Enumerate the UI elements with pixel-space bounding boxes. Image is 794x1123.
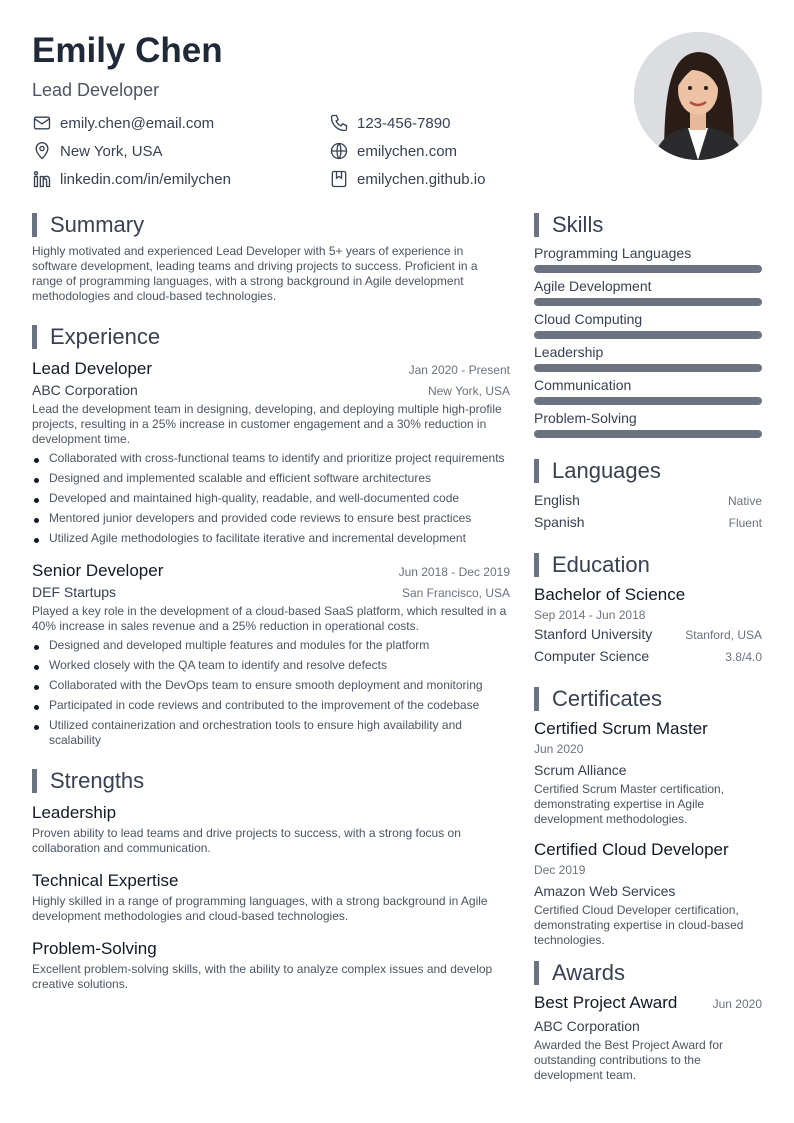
phone-icon — [329, 113, 349, 133]
certificate-item — [534, 839, 762, 948]
awards-heading: Awards — [552, 960, 625, 985]
location-text: New York, USA — [60, 142, 163, 160]
language-item — [534, 512, 762, 534]
list-item: Worked closely with the QA team to identify and resolve defects — [32, 658, 510, 673]
skill-item — [534, 310, 762, 339]
section-accent-bar — [534, 459, 539, 483]
skill-item — [534, 343, 762, 372]
linkedin-text: linkedin.com/in/emilychen — [60, 170, 231, 188]
awards-section — [534, 960, 762, 1083]
phone-text: 123-456-7890 — [357, 114, 451, 132]
skill-name: Agile Development — [534, 278, 652, 294]
section-accent-bar — [534, 961, 539, 985]
contact-email[interactable] — [32, 112, 214, 134]
right-column — [534, 212, 762, 1083]
section-accent-bar — [534, 553, 539, 577]
strength-title: Leadership — [32, 803, 117, 822]
skill-level-bar — [534, 430, 762, 438]
skill-name: Leadership — [534, 344, 604, 360]
certificate-issuer: Amazon Web Services — [534, 883, 676, 899]
contact-phone[interactable] — [329, 112, 450, 134]
job-entry — [32, 358, 510, 546]
strength-item — [32, 870, 510, 924]
certificate-title: Certified Scrum Master — [534, 719, 708, 738]
skill-name: Problem-Solving — [534, 410, 637, 426]
award-date: Jun 2020 — [712, 997, 762, 1011]
avatar — [634, 32, 762, 160]
language-name: English — [534, 492, 580, 508]
education-heading: Education — [552, 552, 650, 577]
job-title: Senior Developer — [32, 561, 164, 580]
job-dates: Jan 2020 - Present — [408, 363, 510, 377]
certificate-text: Certified Cloud Developer certification, demonstrating expertise in cloud-based technologies. — [534, 903, 744, 947]
skill-level-bar — [534, 265, 762, 273]
skill-item — [534, 376, 762, 405]
gpa: 3.8/4.0 — [725, 650, 762, 664]
job-entry — [32, 560, 510, 748]
skill-level-bar — [534, 298, 762, 306]
certificates-heading: Certificates — [552, 686, 663, 711]
job-location: New York, USA — [427, 384, 510, 398]
strength-title: Technical Expertise — [32, 871, 179, 890]
summary-section — [32, 212, 510, 304]
job-bullets — [32, 638, 510, 748]
strengths-section — [32, 768, 510, 992]
contact-linkedin[interactable] — [32, 168, 231, 190]
certificate-date: Dec 2019 — [534, 863, 586, 877]
skill-item — [534, 277, 762, 306]
list-item: Participated in code reviews and contributed to the improvement of the codebase — [32, 698, 510, 713]
skill-item — [534, 244, 762, 273]
section-accent-bar — [32, 325, 37, 349]
strength-text: Proven ability to lead teams and drive projects to success, with a strong focus on collaboration and communication. — [32, 826, 461, 855]
certificates-section — [534, 686, 762, 948]
certificate-issuer: Scrum Alliance — [534, 762, 627, 778]
award-issuer: ABC Corporation — [534, 1018, 640, 1034]
map-pin-icon — [32, 141, 52, 161]
skills-heading: Skills — [552, 212, 604, 237]
job-bullets — [32, 451, 510, 546]
mail-icon — [32, 113, 52, 133]
job-company: ABC Corporation — [32, 382, 138, 398]
experience-section — [32, 324, 510, 748]
summary-heading: Summary — [50, 212, 145, 237]
skills-section — [534, 212, 762, 438]
list-item: Designed and developed multiple features and modules for the platform — [32, 638, 510, 653]
job-location: San Francisco, USA — [401, 586, 510, 600]
contact-location — [32, 140, 163, 162]
strength-text: Excellent problem-solving skills, with the ability to analyze complex issues and develop creative solutions. — [32, 962, 493, 991]
school-name: Stanford University — [534, 626, 653, 642]
strengths-heading: Strengths — [50, 768, 145, 793]
school-location: Stanford, USA — [685, 628, 762, 642]
section-accent-bar — [534, 213, 539, 237]
candidate-title: Lead Developer — [32, 80, 160, 100]
list-item: Mentored junior developers and provided code reviews to ensure best practices — [32, 511, 510, 526]
job-company: DEF Startups — [32, 584, 117, 600]
education-dates: Sep 2014 - Jun 2018 — [534, 608, 646, 622]
list-item: Utilized Agile methodologies to facilitate iterative and incremental development — [32, 531, 510, 546]
degree: Bachelor of Science — [534, 585, 686, 604]
languages-section — [534, 458, 762, 534]
summary-text: Highly motivated and experienced Lead Developer with 5+ years of experience in software development, leading teams and driving projects to success. Proficient in a range of programming languages, with a strong background in Agile development methodologies and cloud-based technologies. — [32, 244, 478, 303]
certificate-text: Certified Scrum Master certification, demonstrating expertise in Agile development methodologies. — [534, 782, 725, 826]
strength-item — [32, 802, 510, 856]
award-title: Best Project Award — [534, 993, 678, 1012]
candidate-name: Emily Chen — [32, 31, 223, 70]
contact-website[interactable] — [329, 140, 457, 162]
language-level: Native — [727, 494, 762, 508]
website-text: emilychen.com — [357, 142, 458, 160]
strength-title: Problem-Solving — [32, 939, 157, 958]
education-section — [534, 552, 762, 668]
skill-level-bar — [534, 397, 762, 405]
contact-github[interactable] — [329, 168, 485, 190]
github-text: emilychen.github.io — [357, 170, 486, 188]
section-accent-bar — [32, 769, 37, 793]
skill-item — [534, 409, 762, 438]
language-level: Fluent — [728, 516, 762, 530]
experience-heading: Experience — [50, 324, 161, 349]
job-title: Lead Developer — [32, 359, 153, 378]
skill-name: Communication — [534, 377, 632, 393]
skill-name: Programming Languages — [534, 245, 692, 261]
list-item: Utilized containerization and orchestration tools to ensure high availability and scalability — [32, 718, 510, 748]
list-item: Developed and maintained high-quality, readable, and well-documented code — [32, 491, 510, 506]
certificate-title: Certified Cloud Developer — [534, 840, 729, 859]
award-text: Awarded the Best Project Award for outstanding contributions to the development team. — [534, 1038, 723, 1082]
skill-level-bar — [534, 364, 762, 372]
skill-name: Cloud Computing — [534, 311, 643, 327]
language-name: Spanish — [534, 514, 585, 530]
strength-item — [32, 938, 510, 992]
header — [32, 30, 632, 200]
certificate-date: Jun 2020 — [534, 742, 584, 756]
profile-photo — [634, 32, 762, 160]
left-column — [32, 212, 510, 992]
list-item: Collaborated with cross-functional teams to identify and prioritize project requirements — [32, 451, 510, 466]
email-text: emily.chen@email.com — [60, 114, 215, 132]
job-description: Played a key role in the development of a cloud-based SaaS platform, which resulted in a 40% increase in sales revenue and a 25% reduction in operational costs. — [32, 604, 507, 633]
skill-level-bar — [534, 331, 762, 339]
section-accent-bar — [32, 213, 37, 237]
job-description: Lead the development team in designing, developing, and deploying multiple high-profile projects, resulting in a 25% increase in customer engagement and a 30% reduction in development time. — [32, 402, 502, 446]
bookmark-icon — [329, 169, 349, 189]
certificate-item — [534, 718, 762, 827]
list-item: Designed and implemented scalable and efficient software architectures — [32, 471, 510, 486]
linkedin-icon — [32, 169, 52, 189]
section-accent-bar — [534, 687, 539, 711]
job-dates: Jun 2018 - Dec 2019 — [398, 565, 510, 579]
field-of-study: Computer Science — [534, 648, 650, 664]
languages-heading: Languages — [552, 458, 661, 483]
list-item: Collaborated with the DevOps team to ensure smooth deployment and monitoring — [32, 678, 510, 693]
language-item — [534, 490, 762, 512]
strength-text: Highly skilled in a range of programming languages, with a strong background in Agile development methodologies and cloud-based technologies. — [32, 894, 488, 923]
globe-icon — [329, 141, 349, 161]
